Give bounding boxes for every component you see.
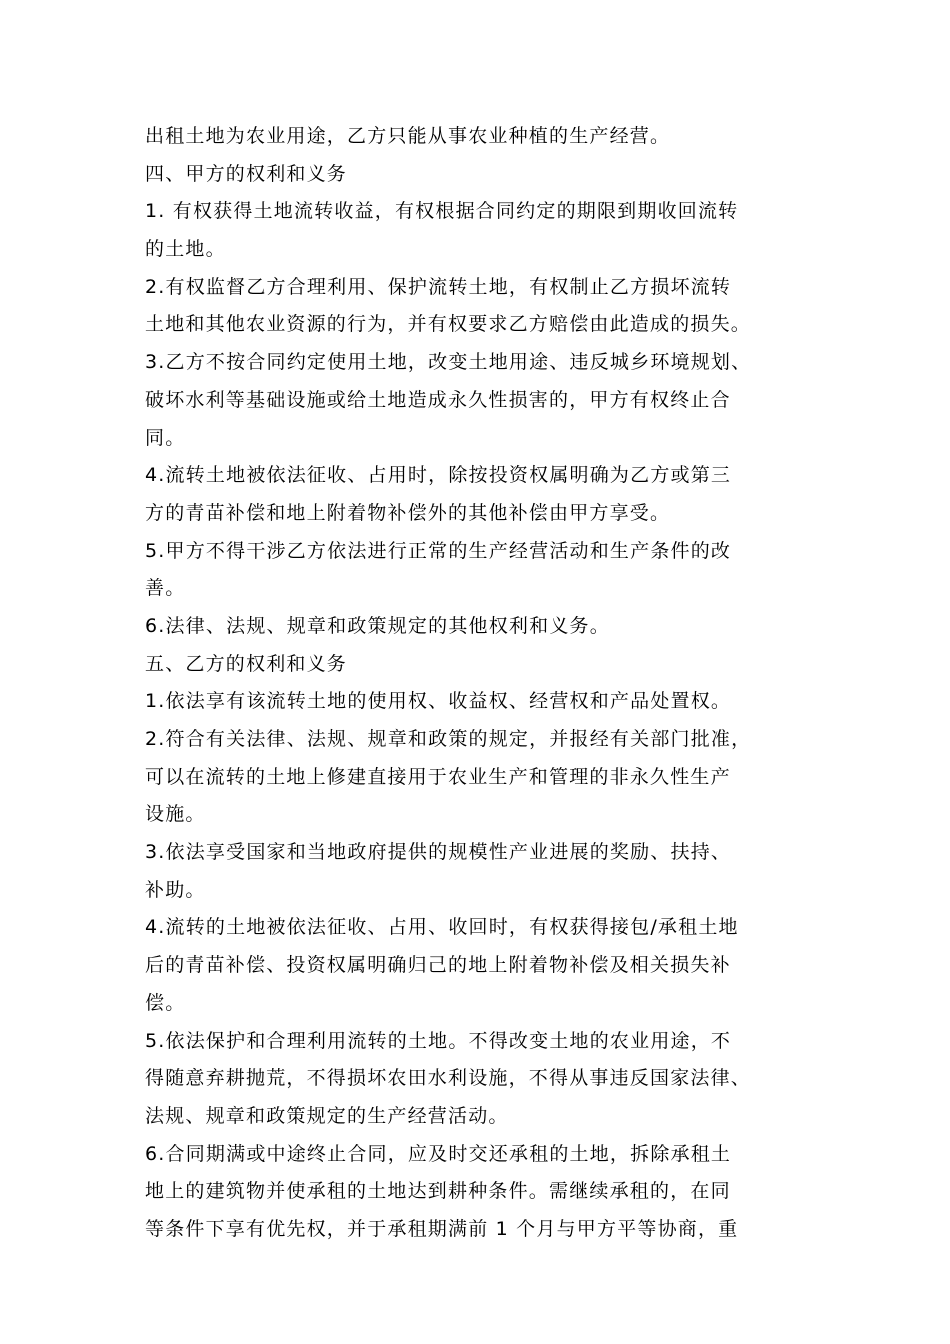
text-line: 出租土地为农业用途，乙方只能从事农业种植的生产经营。 xyxy=(145,125,671,147)
text-line: 方的青苗补偿和地上附着物补偿外的其他补偿由甲方享受。 xyxy=(145,501,671,524)
text-line: 6.法律、法规、规章和政策规定的其他权利和义务。 xyxy=(145,614,610,637)
text-line: 1. 有权获得土地流转收益，有权根据合同约定的期限到期收回流转 xyxy=(145,200,739,223)
text-line: 等条件下享有优先权，并于承租期满前 1 个月与甲方平等协商，重 xyxy=(145,1217,739,1240)
text-line: 后的青苗补偿、投资权属明确归己的地上附着物补偿及相关损失补 xyxy=(145,954,731,977)
text-line: 的土地。 xyxy=(145,238,226,261)
text-line: 善。 xyxy=(145,577,186,600)
document-body xyxy=(145,118,815,1249)
text-line: 土地和其他农业资源的行为，并有权要求乙方赔偿由此造成的损失。 xyxy=(145,313,752,336)
text-line: 2.符合有关法律、法规、规章和政策的规定，并报经有关部门批准， xyxy=(145,728,752,750)
text-line: 5.甲方不得干涉乙方依法进行正常的生产经营活动和生产条件的改 xyxy=(145,539,732,562)
text-line: 可以在流转的土地上修建直接用于农业生产和管理的非永久性生产 xyxy=(145,765,731,788)
section-heading: 四、甲方的权利和义务 xyxy=(145,162,348,185)
text-line: 补助。 xyxy=(145,878,206,901)
text-line: 1.依法享有该流转土地的使用权、收益权、经营权和产品处置权。 xyxy=(145,690,732,713)
text-line: 3.依法享受国家和当地政府提供的规模性产业进展的奖励、扶持、 xyxy=(145,841,732,864)
text-line: 2.有权监督乙方合理利用、保护流转土地，有权制止乙方损坏流转 xyxy=(145,275,732,298)
text-line: 同。 xyxy=(145,426,186,449)
section-heading: 五、乙方的权利和义务 xyxy=(145,652,348,675)
text-line: 法规、规章和政策规定的生产经营活动。 xyxy=(145,1104,509,1127)
text-line: 4.流转土地被依法征收、占用时，除按投资权属明确为乙方或第三 xyxy=(145,464,732,487)
text-line: 偿。 xyxy=(145,991,186,1014)
text-line: 5.依法保护和合理利用流转的土地。不得改变土地的农业用途，不 xyxy=(145,1029,732,1052)
text-line: 破坏水利等基础设施或给土地造成永久性损害的，甲方有权终止合 xyxy=(145,388,731,411)
text-line: 6.合同期满或中途终止合同，应及时交还承租的土地，拆除承租土 xyxy=(145,1142,732,1165)
text-line: 4.流转的土地被依法征收、占用、收回时，有权获得接包/承租土地 xyxy=(145,916,739,939)
text-line: 设施。 xyxy=(145,803,206,826)
text-line: 得随意弃耕抛荒，不得损坏农田水利设施，不得从事违反国家法律、 xyxy=(145,1067,752,1090)
text-line: 地上的建筑物并使承租的土地达到耕种条件。需继续承租的，在同 xyxy=(145,1180,731,1203)
text-line: 3.乙方不按合同约定使用土地，改变土地用途、违反城乡环境规划、 xyxy=(145,351,752,374)
